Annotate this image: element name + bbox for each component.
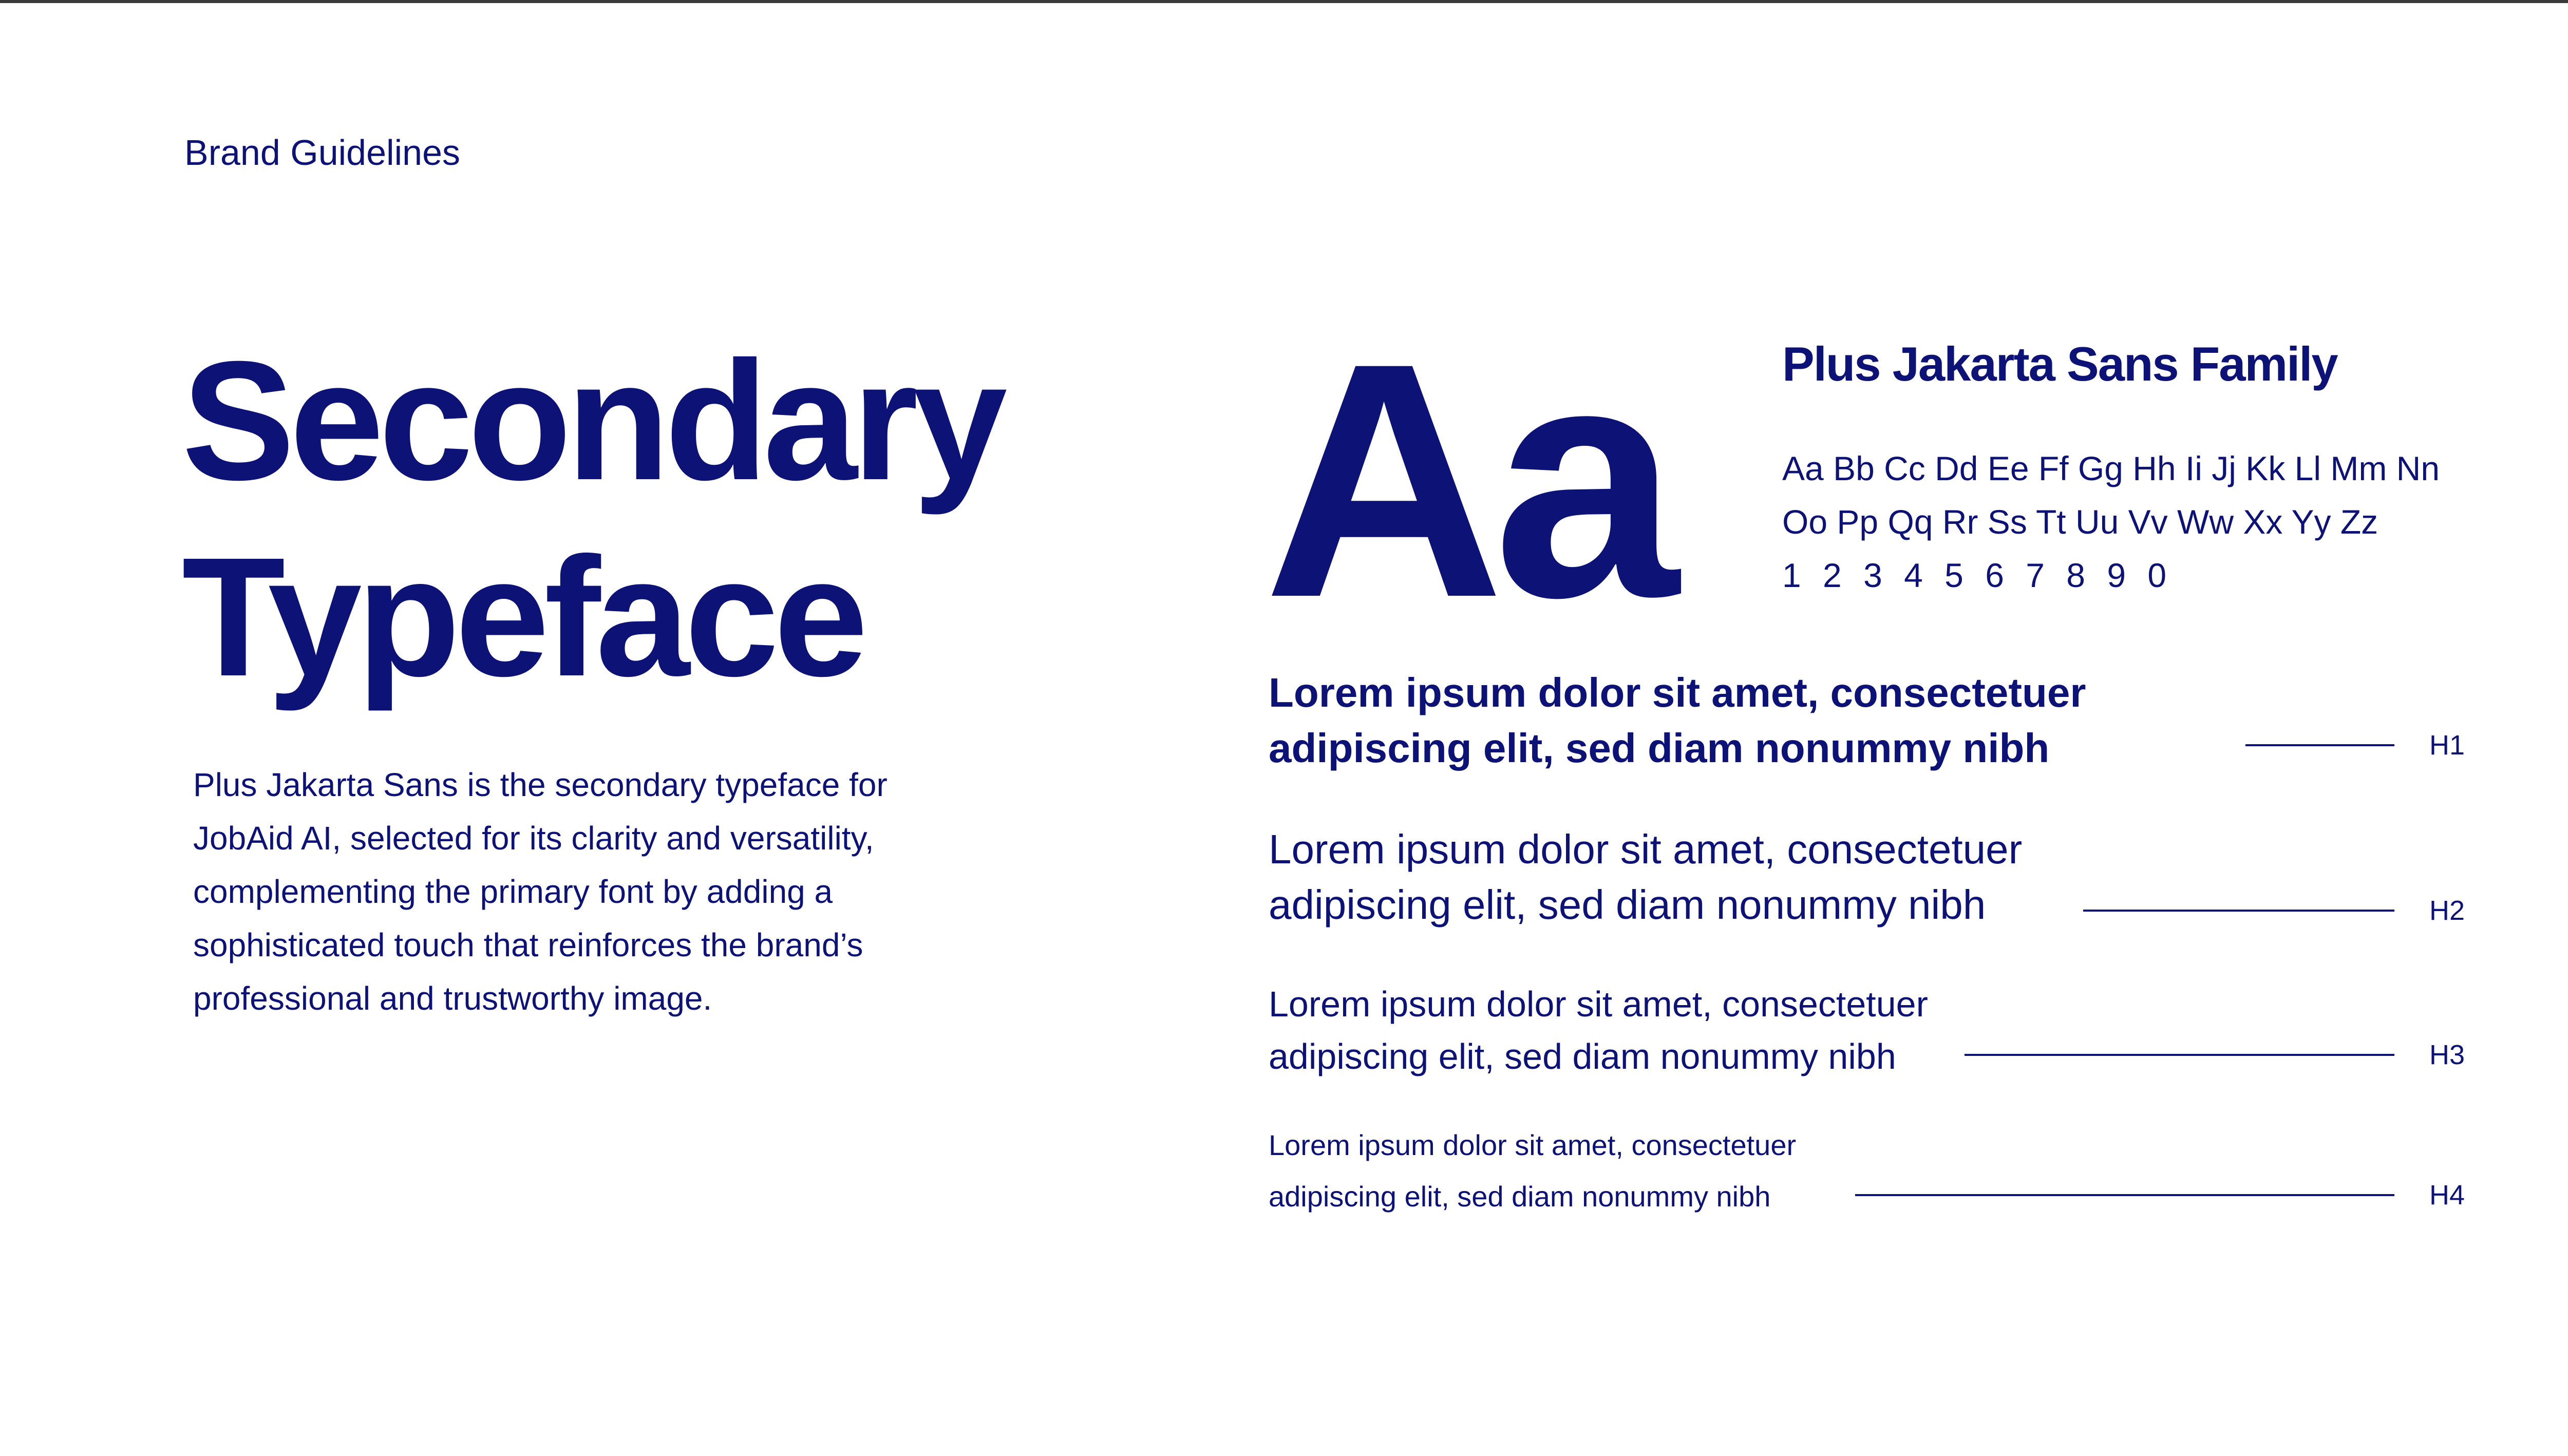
h4-guide-line	[1855, 1194, 2394, 1196]
typeface-description: Plus Jakarta Sans is the secondary typeface for JobAid AI, selected for its clarity and versatility, complementing the primary font by adding a sophisticated touch that reinforces the brand’s professional and trustworthy image.	[193, 766, 888, 1017]
h3-guide-line	[1965, 1054, 2394, 1056]
top-border	[0, 0, 2568, 3]
font-family-name: Plus Jakarta Sans Family	[1782, 337, 2337, 391]
page-title-line-1: Secondary	[182, 326, 1003, 515]
heading-sample-h1-line-2: adipiscing elit, sed diam nonummy nibh	[1269, 725, 2050, 771]
heading-sample-h2	[1269, 822, 2022, 933]
heading-sample-h2-line-2: adipiscing elit, sed diam nonummy nibh	[1269, 882, 1986, 928]
heading-sample-h1	[1269, 665, 2086, 776]
heading-sample-h4-line-1: Lorem ipsum dolor sit amet, consectetuer	[1269, 1129, 1797, 1161]
heading-sample-h4	[1269, 1120, 1796, 1222]
page-title	[182, 323, 1002, 715]
h2-tag: H2	[2429, 895, 2465, 926]
numerals-line: 1 2 3 4 5 6 7 8 9 0	[1782, 556, 2173, 594]
page-title-line-2: Typeface	[182, 522, 863, 711]
heading-sample-h1-line-1: Lorem ipsum dolor sit amet, consectetuer	[1269, 670, 2086, 715]
type-specimen-glyph: Aa	[1263, 294, 1668, 667]
alphabet-line-2: Oo Pp Qq Rr Ss Tt Uu Vv Ww Xx Yy Zz	[1782, 503, 2378, 541]
alphabet-line-1: Aa Bb Cc Dd Ee Ff Gg Hh Ii Jj Kk Ll Mm Nn	[1782, 449, 2440, 487]
heading-sample-h2-line-1: Lorem ipsum dolor sit amet, consectetuer	[1269, 826, 2023, 872]
heading-sample-h3-line-2: adipiscing elit, sed diam nonummy nibh	[1269, 1036, 1896, 1076]
h1-guide-line	[2245, 744, 2394, 746]
character-set	[1782, 442, 2440, 602]
brand-guidelines-label: Brand Guidelines	[184, 133, 460, 173]
heading-sample-h4-line-2: adipiscing elit, sed diam nonummy nibh	[1269, 1180, 1771, 1213]
h1-tag: H1	[2429, 730, 2465, 761]
h4-tag: H4	[2429, 1180, 2465, 1211]
h2-guide-line	[2083, 910, 2394, 912]
h3-tag: H3	[2429, 1039, 2465, 1070]
heading-sample-h3	[1269, 978, 1928, 1083]
heading-sample-h3-line-1: Lorem ipsum dolor sit amet, consectetuer	[1269, 984, 1928, 1024]
